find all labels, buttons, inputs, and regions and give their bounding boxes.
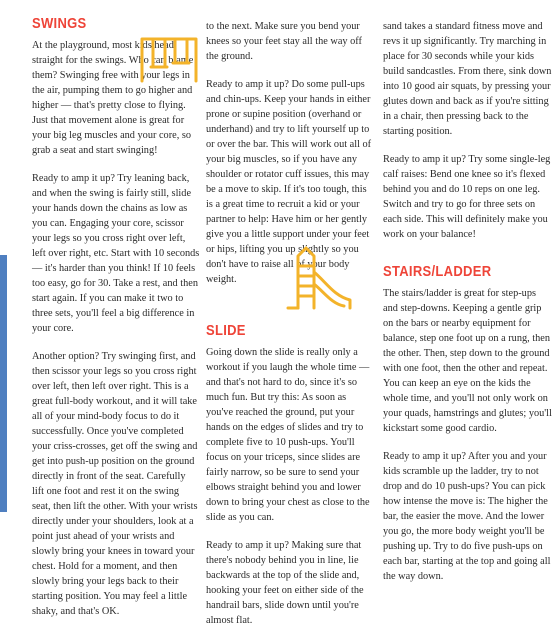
column-right [383,19,553,597]
stairs-heading: STAIRS/LADDER [383,262,492,280]
column-middle [206,19,374,641]
middle-paragraph-2: Ready to amp it up? Do some pull-ups and chin-ups. Keep your hands in either prone or supine position (overhand or underhand) and try to lift yourself up to or over the bar. This will work out all of your big muscles, so if you have any shoulder or rotator cuff issues, this may be a move to skip. If it's too tough, this is a great time to recruit a kid or your partner to help: Have him or her gently give you a little support under your feet or hips, lifting you up slightly so you don't have to raise all of your body weight. [206,79,372,285]
swing-set-icon [138,33,200,83]
slide-icon [284,244,358,310]
right-paragraph-1: sand takes a standard fitness move and revs it up significantly. Try marching in place for 30 seconds while your kids build sandcastles. From there, sink down into 10 good air squats, by pressing your glutes down and back as if you're sitting in a chair, then pressing back to the starting position. [383,21,552,137]
stairs-intro: The stairs/ladder is great for step-ups and step-downs. Keeping a gentle grip on the bars or nearby equipment for balance, step one foot up on a rung, then the other. Then, step down to the ground with one foot, then the other and repeat. You can keep an eye on the kids the whole time, and you'll not only work on your quads, hamstrings and glutes; you'll kickstart some good cardio. [383,288,552,434]
swings-paragraph-2: Ready to amp it up? Try leaning back, and when the swing is fairly still, slide your hands down the chains as low as you can. Engaging your core, scissor your legs so you cross right over left, left over right, etc. Start with 10 seconds — it's harder than you think! If 10 feels too easy, go for 30. Take a rest, and then start again. If you can make it two to three sets, you'll feel a big difference in your core. [32,173,200,334]
slide-paragraph-2: Ready to amp it up? Making sure that there's nobody behind you in line, lie backwards at the top of the slide and, hooking your feet on either side of the handrail bars, slide down until you're almost flat. [206,540,364,626]
stairs-paragraph-2: Ready to amp it up? After you and your kids scramble up the ladder, try to not drop and do 10 push-ups? You can pick how intense the move is: The higher the bar, the easier the move. And the lower you go, the more body weight you'll be pushing up. Try to do five push-ups on each bar, starting at the top and going all the way down. [383,451,551,582]
column-swings [32,14,200,632]
swings-paragraph-3: Another option? Try swinging first, and then scissor your legs so you cross right over left, then left over right. This is a great full-body workout, and it will take all of your mind-body focus to do it successfully. Once you've completed your criss-crosses, get off the swing and get into push-up position on the ground directly in front of the seat. Carefully lift one foot and rest it on the swing seat, then lift the other. With your wrists directly under your shoulders, look at a point just ahead of your wrists and slowly bring your knees in toward your chest. Hold for a moment, and then slowly bring your legs back to their starting position. You may feel a little shaky, and that's OK. [32,351,198,617]
swings-intro: At the playground, most kids head straight for the swings. Who can blame them? Swinging free with your legs in the air, pumping them to go higher and higher — that's pretty close to flying. Just that movement alone is great for your big leg muscles and your core, so grab a seat and start swinging! [32,40,194,156]
middle-paragraph-1: to the next. Make sure you bend your knees so your feet stay all the way off the ground. [206,21,362,62]
blue-side-strip [0,255,7,512]
slide-intro: Going down the slide is really only a workout if you laugh the whole time — and that's not hard to do, since it's so much fun. But try this: As soon as you've reached the ground, put your hands on the edges of slides and try to complete five to 10 push-ups. You'll focus on your triceps, since slides are fairly narrow, so be sure to send your elbows straight behind you and lower down to bring your chest as close to the slide as you can. [206,347,370,523]
slide-heading: SLIDE [206,321,246,339]
swings-heading: SWINGS [32,14,87,32]
right-paragraph-2: Ready to amp it up? Try some single-leg calf raises: Bend one knee so it's flexed behind you and do 10 reps on one leg. Switch and try to go for three sets on each side. This will definitely make you work on your balance! [383,154,551,240]
